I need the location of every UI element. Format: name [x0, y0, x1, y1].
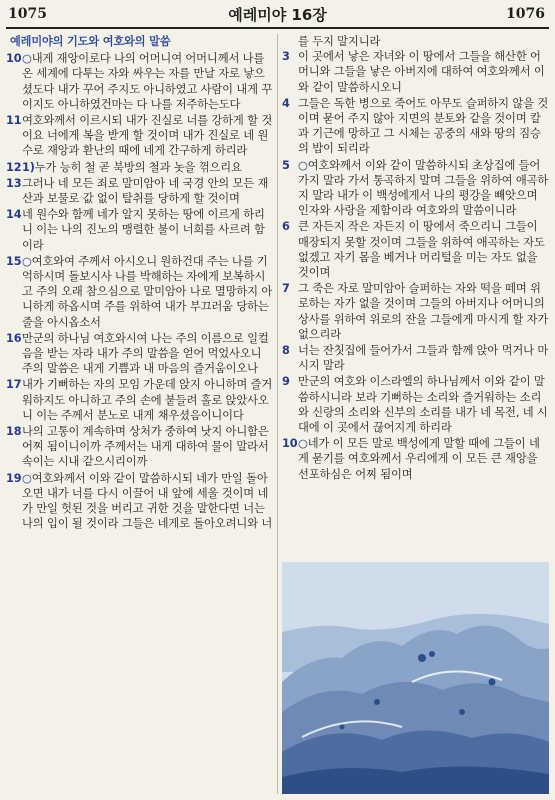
verse-number: 10	[6, 52, 22, 66]
verse-text: 큰 자든지 작은 자든지 이 땅에서 죽으리니 그들이 매장되지 못할 것이며 그들을 위하여 애곡하는 자도 없겠고 자기 몸을 베거나 머리털을 미는 자도 없을 것이며	[298, 220, 545, 280]
verse-text: 내가 기뻐하는 자의 모임 가운데 앉지 아니하며 즐거워하지도 아니하고 주의 손에 붙들려 홀로 앉았사오니 이는 주께서 분노로 내게 채우셨음이니이다	[22, 378, 273, 422]
header-rule	[6, 27, 549, 29]
verse	[6, 207, 274, 253]
left-page-number: 1075	[8, 6, 47, 22]
paragraph-mark: ○	[22, 254, 32, 268]
verse	[6, 254, 274, 330]
verse	[6, 176, 274, 206]
verse	[282, 374, 550, 435]
verse-number: 8	[282, 344, 290, 358]
verse-number: 14	[6, 208, 22, 222]
verse-text: 누가 능히 철 곧 북방의 철과 놋을 꺾으리요	[34, 160, 242, 174]
verse	[282, 436, 550, 482]
landscape-photo	[282, 562, 549, 794]
verse	[282, 96, 550, 157]
verse-number: 5	[282, 158, 290, 172]
paragraph-mark: ○	[22, 52, 32, 66]
verse	[282, 219, 550, 280]
verse-text: 네 원수와 함께 네가 알지 못하는 땅에 이르게 하리니 이는 나의 진노의 맹렬한 불이 너희를 사르려 함이라	[22, 208, 265, 252]
verse-number: 18	[6, 425, 22, 439]
paragraph-mark: 1)	[22, 160, 35, 174]
verse-number: 13	[6, 176, 22, 190]
verse-number: 19	[6, 471, 22, 485]
verse-number: 3	[282, 50, 290, 64]
verse-number: 10	[282, 437, 298, 451]
verse-text: 만군의 하나님 여호와시여 나는 주의 이름으로 일컬음을 받는 자라 내가 주의 말씀을 얻어 먹었사오니 주의 말씀은 내게 기쁨과 내 마음의 즐거움이오나	[22, 331, 269, 376]
verse-text: 너는 잔칫집에 들어가서 그들과 함께 앉아 먹거나 마시지 말라	[298, 344, 549, 373]
verse	[6, 424, 274, 470]
verse	[6, 113, 274, 159]
verse	[6, 331, 274, 377]
verse-text: 그들은 독한 병으로 죽어도 아무도 슬퍼하지 않을 것이며 묻어 주지 않아 지면의 분토와 같을 것이며 칼과 기근에 망하고 그 시체는 공중의 새와 땅의 짐승의 밥이 되리라	[298, 96, 549, 156]
verse-number: 9	[282, 375, 290, 389]
verse-text: 여호와께서 이와 같이 말씀하시되 네가 만일 돌아오면 내가 너를 다시 이끌어 내 앞에 세울 것이며 네가 만일 헛된 것을 버리고 귀한 것을 말한다면 너는 나의 입이 될 것이라 그들은 네게로 돌아오려니와 너	[22, 471, 273, 531]
verse-text: 여호와께서 이와 같이 말씀하시되 초상집에 들어가지 말라 가서 통곡하지 말며 그들을 위하여 애곡하지 말라 내가 이 백성에게서 나의 평강을 빼앗으며 인자와 사랑을 제함이라 여호와의 말씀이니라	[298, 158, 549, 218]
verse	[282, 281, 550, 342]
verse	[282, 158, 550, 219]
verse-text: 만군의 여호와 이스라엘의 하나님께서 이와 같이 말씀하시니라 보라 기뻐하는 소리와 즐거워하는 소리와 신랑의 소리와 신부의 소리를 내가 네 목전, 네 시대에 이 곳에서 끊어지게 하리라	[298, 375, 548, 435]
verse	[6, 377, 274, 423]
verse	[6, 471, 274, 532]
verse-number: 16	[6, 331, 22, 345]
verse-number: 12	[6, 160, 22, 174]
verse-text: 여호와여 주께서 아시오니 원하건대 주는 나를 기억하시며 돌보시사 나를 박해하는 자에게 보복하시고 주의 오래 참으심으로 말미암아 나로 멸망하지 아니하게 하옵시며 주를 위하여 내가 부끄러움 당하는 줄을 아시옵소서	[22, 254, 273, 329]
verse-number: 11	[6, 114, 22, 128]
verse-text: 여호와께서 이르시되 내가 진실로 너를 강하게 할 것이요 너에게 복을 받게 할 것이며 내가 진실로 네 원수로 재앙과 환난의 때에 네게 간구하게 하리라	[22, 114, 273, 158]
verse-number: 17	[6, 378, 22, 392]
verse	[6, 160, 274, 175]
right-column	[282, 34, 550, 483]
verse	[6, 51, 274, 112]
verse-text: 그 죽은 자로 말미암아 슬퍼하는 자와 떡을 떼며 위로하는 자가 없을 것이며 그들의 아버지나 어머니의 상사를 위하여 위로의 잔을 그들에게 마시게 할 자가 없으리라	[298, 282, 549, 341]
chapter-title: 예레미야 16장	[228, 6, 327, 24]
section-title: 예레미야의 기도와 여호와의 말씀	[10, 35, 171, 48]
verse-number: 7	[282, 282, 290, 296]
verse-text: 네가 이 모든 말로 백성에게 말할 때에 그들이 네게 묻기를 여호와께서 우리에게 이 모든 큰 재앙을 선포하심은 어찌 됨이며	[298, 437, 540, 481]
verse-number: 6	[282, 220, 290, 234]
verse-text: 그러나 네 모든 죄로 말미암아 네 국경 안의 모든 재산과 보물로 값 없이 탈취를 당하게 할 것이며	[22, 176, 269, 206]
right-page-number: 1076	[506, 6, 545, 22]
paragraph-mark: ○	[298, 158, 308, 172]
verse	[282, 343, 550, 373]
verse-text: 내게 재앙이로다 나의 어머니여 어머니께서 나를 온 세계에 다투는 자와 싸우는 자를 만날 자로 낳으셨도다 내가 꾸어 주지도 아니하였고 사람이 내게 꾸이지도 아니하였건마는 다 나를 저주하는도다	[22, 52, 273, 111]
left-column	[6, 34, 274, 533]
continuation-text: 를 두지 말지니라	[298, 35, 381, 48]
verse-text: 이 곳에서 낳은 자녀와 이 땅에서 그들을 해산한 어머니와 그들을 낳은 아버지에 대하여 여호와께서 이와 같이 말씀하시오니	[298, 50, 545, 94]
verse-number: 15	[6, 254, 22, 268]
paragraph-mark: ○	[22, 471, 32, 485]
verse-number: 4	[282, 96, 290, 110]
page-header	[0, 0, 555, 26]
verse-text: 나의 고통이 계속하며 상처가 중하여 낫지 아니함은 어찌 됨이니이까 주께서는 내게 대하여 물이 말라서 속이는 시내 같으시리이까	[22, 425, 269, 469]
column-divider	[277, 34, 278, 794]
verse	[282, 49, 550, 95]
paragraph-mark: ○	[298, 437, 308, 451]
